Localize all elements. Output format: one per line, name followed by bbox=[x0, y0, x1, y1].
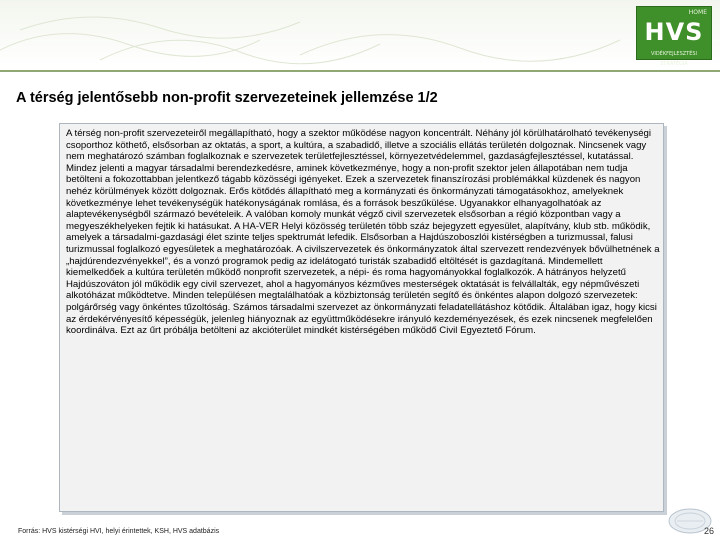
body-text: A térség non-profit szervezeteiről megállapítható, hogy a szektor működése nagyon koncentrált. Néhány jól körülhatárolható tevékenységi csoporthoz köthető, elsősorban az oktatás, a sport, a kultúra, a szabadidő, illetve a szociális ellátás területén dolgoznak. Nincsenek vagy nem meghatározó számban foglalkoznak e szervezetek területfejlesztéssel, környezetvédelemmel, gazdaságfejlesztéssel, kutatással. Mindez jelenti a magyar társadalmi berendezkedésre, aminek következménye, hogy a non-profit szektor jelen állapotában nem tudja betölteni a fokozottabban jelentkező tágabb közösségi igényeket. Ezek a szervezetek finanszírozási problémákkal küzdenek és nagyon nehéz körülmények között dolgoznak. Erős kötődés állapítható meg a kormányzati és önkormányzati támogatásokhoz, amelyeknek következménye lehet tevékenységük hatékonyságának romlása, és a források beszűkülése. Ugyanakkor elhanyagolhatóak az alaptevékenységből származó bevételeik. A valóban komoly munkát végző civil szervezetek elsősorban a régió központban vagy a megyeszékhelyeken fejtik ki hatásukat. A HA-VER Helyi közösség területén több száz bejegyzett egyesület, alapítvány, klub stb. működik, amelyek a társadalmi-gazdasági élet szinte teljes spektrumát lefedik. Elsősorban a Hajdúszoboszlói kistérségben a turizmussal, falusi turizmussal foglalkozó egyesületek a meghatározóak. A civilszervezetek és önkormányzatok által szervezett rendezvények bővülhetnének a „hajdúrendezvényekkel”, és a vonzó programok pedig az idelátogató turisták szabadidő eltöltését is gazdagítaná. Mindemellett kiemelkedőek a kultúra területén működő nonprofit szervezetek, a népi- és roma hagyományokkal foglalkozók. A hátrányos helyzetű Hajdúszováton jól működik egy civil szervezet, ahol a hagyományos kézműves mesterségek oktatását is felvállalták, egy népművészeti alkotóházat működtetve. Minden településen megtalálhatóak a közbiztonság területén segítő és önkéntes alapon dolgozó szervezetek: polgárőrség vagy önkéntes tűzoltóság. Számos társadalmi szervezet az önkormányzati feladatellátáshoz kötődik. Általában igaz, hogy kicsi az érdekérvényesítő képességük, jelenleg hiányoznak az együttműködésekre irányuló kezdeményezések, és ezek nincsenek megfelelően koordinálva. Ezt az űrt próbálja betölteni az akcióterület mindkét kistérségében működő Civil Egyeztető Fórum. bbox=[66, 128, 660, 337]
logo-main-text: HVS bbox=[644, 18, 704, 46]
page-number: 26 bbox=[703, 526, 714, 536]
page-title: A térség jelentősebb non-profit szervezeteinek jellemzése 1/2 bbox=[16, 90, 438, 106]
hvs-logo bbox=[636, 6, 712, 66]
decorative-pattern bbox=[0, 0, 720, 66]
header-divider bbox=[0, 70, 720, 72]
text-box bbox=[59, 123, 664, 512]
header-band bbox=[0, 0, 720, 66]
logo-sub-text: VIDÉKFEJLESZTÉSI STRATÉGIA bbox=[650, 51, 698, 66]
source-note: Forrás: HVS kistérségi HVI, helyi érintettek, KSH, HVS adatbázis bbox=[18, 528, 220, 535]
logo-top-text: HOME bbox=[688, 9, 707, 16]
